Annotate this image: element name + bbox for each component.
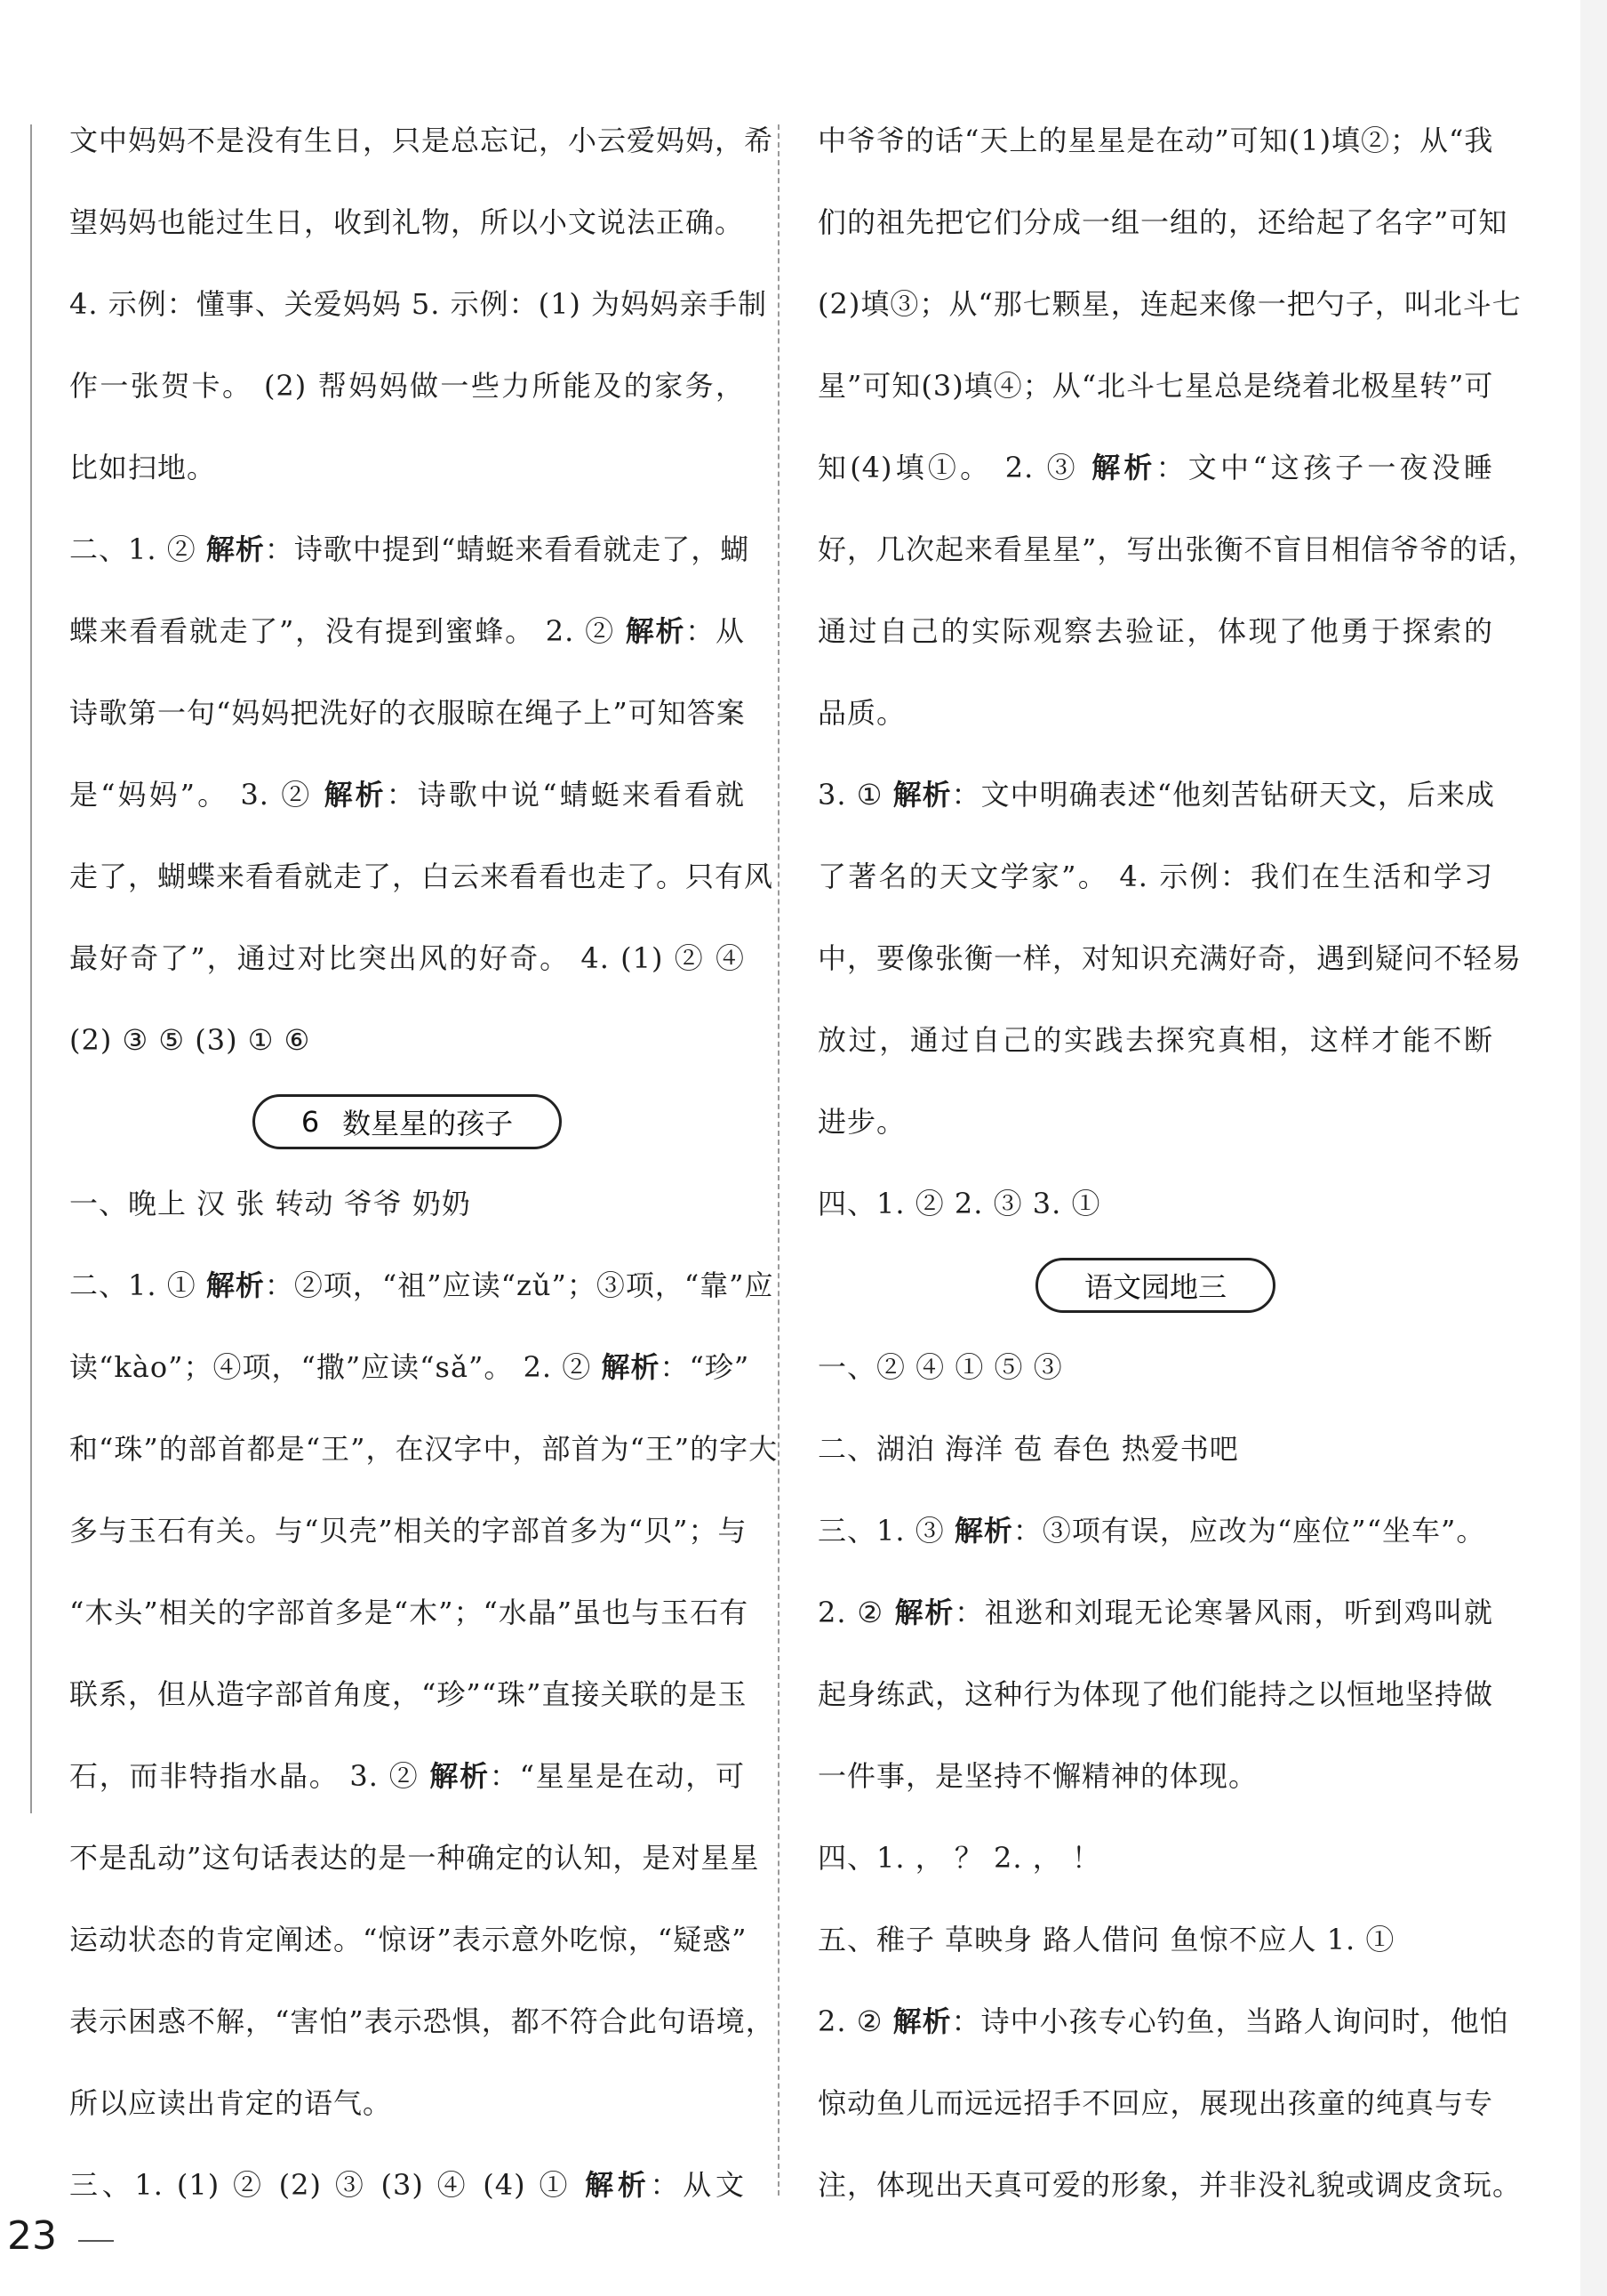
answer-text-line: (2)填③；从“那七颗星，连起来像一把勺子，叫北斗七 bbox=[818, 287, 1522, 321]
answer-text-line: 进步。 bbox=[818, 1105, 907, 1139]
answer-text-line: 3. ① 解析：文中明确表述“他刻苦钻研天文，后来成 bbox=[818, 778, 1495, 812]
answer-text-line: 们的祖先把它们分成一组一组的，还给起了名字”可知 bbox=[818, 205, 1508, 239]
answer-text-line: 一、晚上 汉 张 转动 爷爷 奶奶 bbox=[69, 1187, 471, 1220]
answer-text-line: 二、1. ② 解析：诗歌中提到“蜻蜓来看看就走了，蝴 bbox=[69, 532, 750, 566]
left-column bbox=[69, 100, 779, 2226]
lesson-title: 语文园地三 bbox=[1083, 1270, 1227, 1304]
section-heading-pill bbox=[252, 1094, 562, 1149]
answer-text-line: 是“妈妈”。 3. ② 解析：诗歌中说“蜻蜓来看看就 bbox=[69, 778, 745, 812]
answer-text-line: 表示困惑不解，“害怕”表示恐惧，都不符合此句语境， bbox=[69, 2004, 775, 2038]
answer-text-line: 注，体现出天真可爱的形象，并非没礼貌或调皮贪玩。 bbox=[818, 2168, 1523, 2202]
answer-text-line: 品质。 bbox=[818, 696, 907, 730]
answer-text-line: 2. ② 解析：诗中小孩专心钓鱼，当路人询问时，他怕 bbox=[818, 2004, 1509, 2038]
answer-text-line: 了著名的天文学家”。 4. 示例：我们在生活和学习 bbox=[818, 860, 1493, 893]
page-edge bbox=[1580, 0, 1607, 2296]
column-divider bbox=[778, 124, 780, 2196]
answer-text-line: 蝶来看看就走了”，没有提到蜜蜂。 2. ② 解析：从 bbox=[69, 614, 745, 648]
answer-text-line: 读“kào”；④项，“撒”应读“sǎ”。 2. ② 解析：“珍” bbox=[69, 1350, 750, 1384]
answer-text-line: 一件事，是坚持不懈精神的体现。 bbox=[818, 1759, 1259, 1793]
answer-text-line: 诗歌第一句“妈妈把洗好的衣服晾在绳子上”可知答案 bbox=[69, 696, 746, 730]
page-number: 23 bbox=[7, 2213, 57, 2259]
answer-text-line: 四、1. ， ？ 2. ， ！ bbox=[818, 1841, 1101, 1875]
answer-text-line: 五、稚子 草映身 路人借问 鱼惊不应人 1. ① bbox=[818, 1923, 1395, 1956]
section-heading-pill bbox=[1035, 1258, 1275, 1313]
page-number-dash bbox=[78, 2240, 114, 2242]
answer-text-line: “木头”相关的字部首多是“木”；“水晶”虽也与玉石有 bbox=[69, 1596, 749, 1629]
answer-text-line: 最好奇了”，通过对比突出风的好奇。 4. (1) ② ④ bbox=[69, 941, 745, 975]
answer-text-line: 多与玉石有关。与“贝壳”相关的字部首多为“贝”；与 bbox=[69, 1514, 748, 1548]
answer-text-line: 不是乱动”这句话表达的是一种确定的认知，是对星星 bbox=[69, 1841, 760, 1875]
answer-text-line: 中爷爷的话“天上的星星是在动”可知(1)填②；从“我 bbox=[818, 124, 1494, 157]
answer-text-line: 星”可知(3)填④；从“北斗七星总是绕着北极星转”可 bbox=[818, 369, 1494, 403]
answer-text-line: 二、湖泊 海洋 苞 春色 热爱书吧 bbox=[818, 1432, 1239, 1466]
answer-text-line: (2) ③ ⑤ (3) ① ⑥ bbox=[69, 1023, 311, 1057]
answer-text-line: 和“珠”的部首都是“王”，在汉字中，部首为“王”的字大 bbox=[69, 1432, 779, 1466]
answer-text-line: 二、1. ① 解析：②项，“祖”应读“zǔ”；③项，“靠”应 bbox=[69, 1268, 774, 1302]
section-heading bbox=[69, 1081, 745, 1163]
answer-text-line: 联系，但从造字部首角度，“珍”“珠”直接关联的是玉 bbox=[69, 1677, 748, 1711]
answer-text-line: 石，而非特指水晶。 3. ② 解析：“星星是在动，可 bbox=[69, 1759, 745, 1793]
answer-text-line: 望妈妈也能过生日，收到礼物，所以小文说法正确。 bbox=[69, 205, 745, 239]
right-column bbox=[818, 100, 1538, 2226]
lesson-title: 数星星的孩子 bbox=[342, 1107, 514, 1140]
answer-text-line: 2. ② 解析：祖逖和刘琨无论寒暑风雨，听到鸡叫就 bbox=[818, 1596, 1493, 1629]
answer-text-line: 知(4)填①。 2. ③ 解析：文中“这孩子一夜没睡 bbox=[818, 451, 1493, 484]
answer-text-line: 放过，通过自己的实践去探究真相，这样才能不断 bbox=[818, 1023, 1493, 1057]
answer-text-line: 所以应读出肯定的语气。 bbox=[69, 2086, 393, 2120]
answer-text-line: 一、② ④ ① ⑤ ③ bbox=[818, 1350, 1063, 1384]
answer-text-line: 作一张贺卡。 (2) 帮妈妈做一些力所能及的家务， bbox=[69, 369, 745, 403]
answer-text-line: 四、1. ② 2. ③ 3. ① bbox=[818, 1187, 1101, 1220]
answer-text-line: 通过自己的实际观察去验证，体现了他勇于探索的 bbox=[818, 614, 1493, 648]
answer-text-line: 走了，蝴蝶来看看就走了，白云来看看也走了。只有风 bbox=[69, 860, 774, 893]
section-heading bbox=[818, 1244, 1493, 1326]
answer-text-line: 起身练武，这种行为体现了他们能持之以恒地坚持做 bbox=[818, 1677, 1493, 1711]
answer-text-line: 运动状态的肯定阐述。“惊讶”表示意外吃惊，“疑惑” bbox=[69, 1923, 748, 1956]
answer-text-line: 文中妈妈不是没有生日，只是总忘记，小云爱妈妈，希 bbox=[69, 124, 774, 157]
left-margin-rule bbox=[30, 124, 32, 1813]
lesson-number: 6 bbox=[300, 1105, 320, 1139]
answer-text-line: 惊动鱼儿而远远招手不回应，展现出孩童的纯真与专 bbox=[818, 2086, 1493, 2120]
answer-text-line: 三、1. (1) ② (2) ③ (3) ④ (4) ① 解析：从文 bbox=[69, 2168, 745, 2202]
answer-text-line: 好，几次起来看星星”，写出张衡不盲目相信爷爷的话， bbox=[818, 532, 1538, 566]
answer-text-line: 比如扫地。 bbox=[69, 451, 217, 484]
answer-text-line: 三、1. ③ 解析：③项有误，应改为“座位”“坐车”。 bbox=[818, 1514, 1486, 1548]
answer-text-line: 4. 示例：懂事、关爱妈妈 5. 示例：(1) 为妈妈亲手制 bbox=[69, 287, 768, 321]
answer-text-line: 中，要像张衡一样，对知识充满好奇，遇到疑问不轻易 bbox=[818, 941, 1523, 975]
